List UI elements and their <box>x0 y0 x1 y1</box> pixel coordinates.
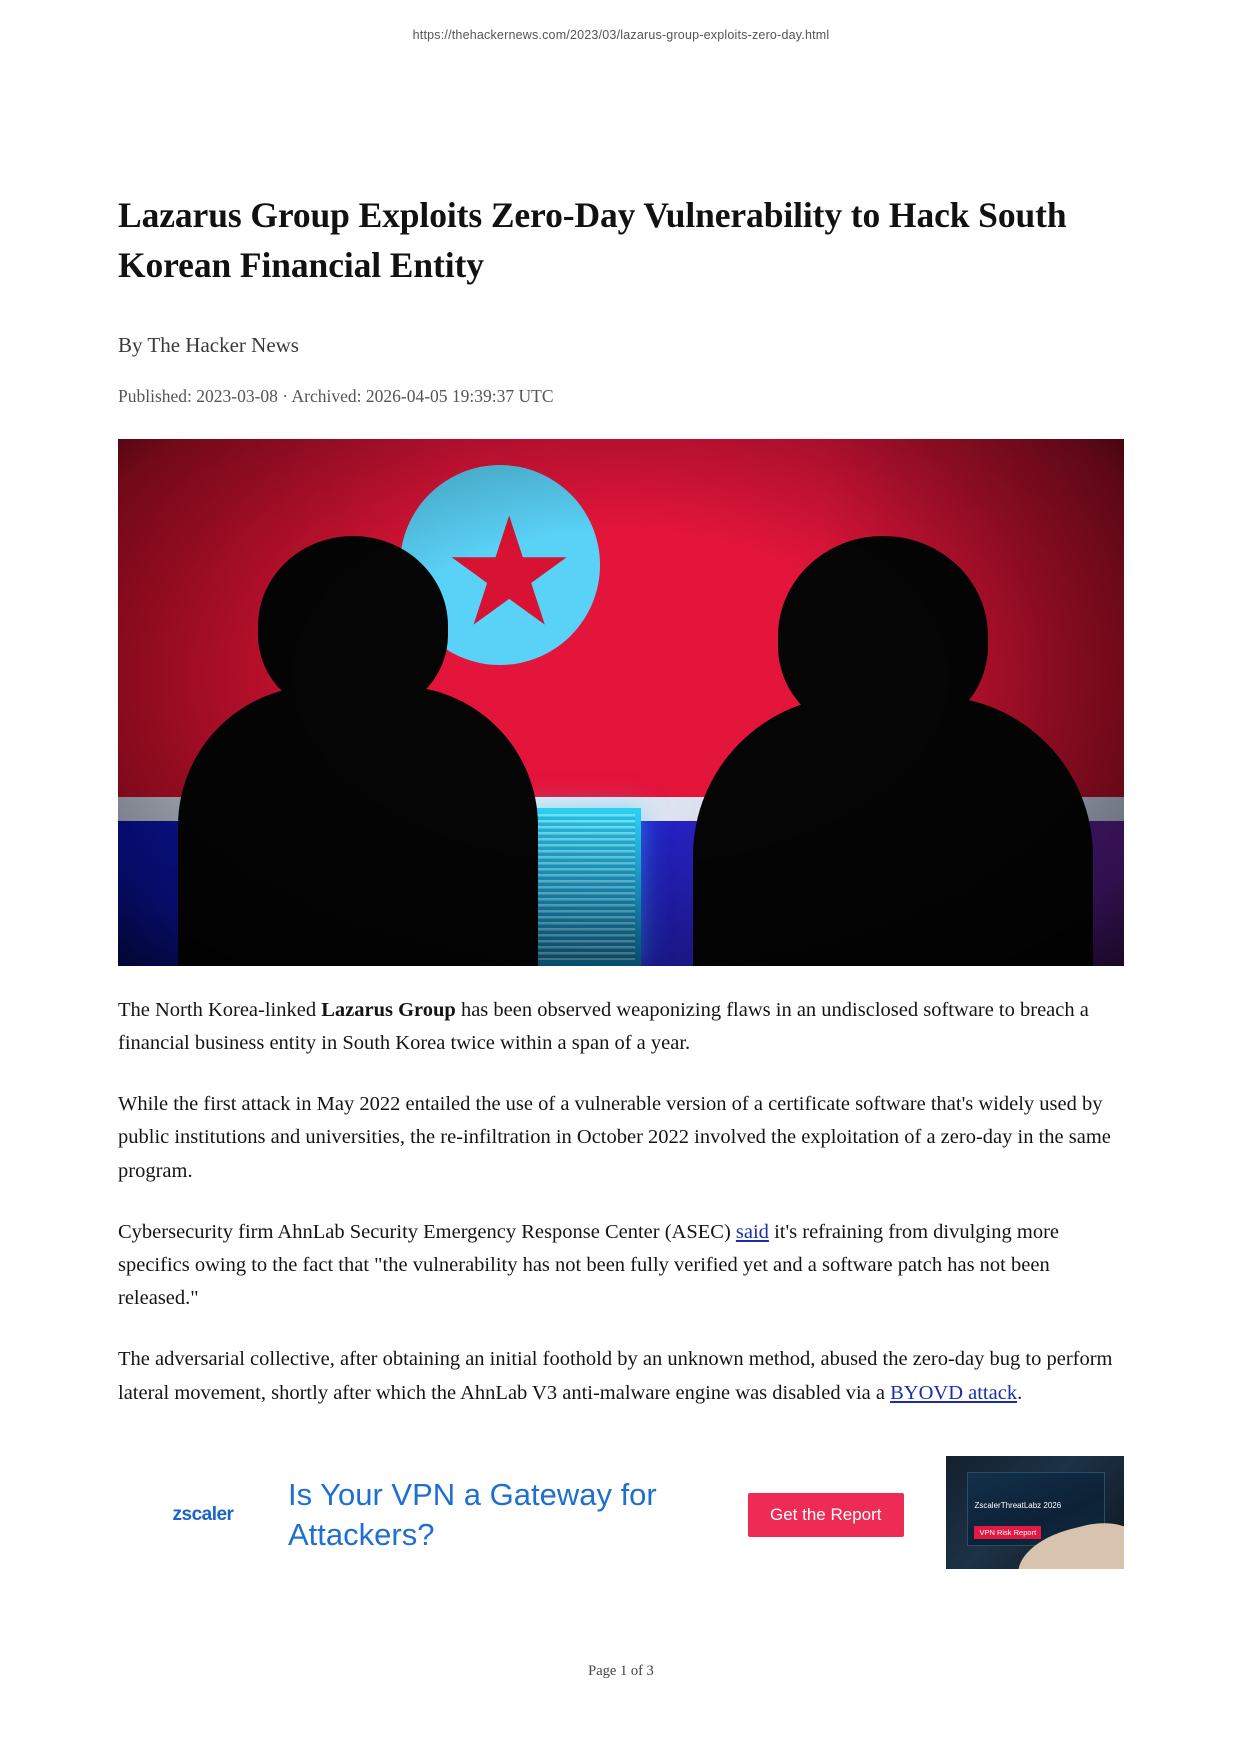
lazarus-group-emphasis: Lazarus Group <box>321 998 456 1021</box>
hero-image <box>118 439 1124 966</box>
paragraph-3-text-b: it's refraining from divulging more specifics owing to the fact that "the vulnerability has not been fully verified yet and a software patch has not been released." <box>118 1220 1060 1310</box>
advertisement-banner[interactable] <box>118 1456 1124 1574</box>
article-byline: By The Hacker News <box>118 332 299 357</box>
paragraph-2: While the first attack in May 2022 entailed the use of a vulnerable version of a certificate software that's widely used by public institutions and universities, the re-infiltration in October 2022 involved the exploitation of a zero-day in the same program. <box>118 1093 1111 1182</box>
byovd-attack-link[interactable]: BYOVD attack <box>890 1381 1018 1404</box>
page-title: Lazarus Group Exploits Zero-Day Vulnerability to Hack South Korean Financial Entity <box>118 195 1067 286</box>
paragraph-4-text-b: . <box>1017 1381 1023 1404</box>
silhouette-right-body <box>693 696 1093 966</box>
source-url: https://thehackernews.com/2023/03/lazarus-group-exploits-zero-day.html <box>412 28 830 42</box>
article-dates: Published: 2023-03-08 · Archived: 2026-04-05 19:39:37 UTC <box>118 385 554 406</box>
silhouette-left-body <box>178 686 538 966</box>
said-link[interactable]: said <box>735 1220 769 1243</box>
paragraph-4 <box>118 1343 1124 1409</box>
paragraph-3 <box>118 1216 1124 1316</box>
paragraph-3-text-a: Cybersecurity firm AhnLab Security Emergency Response Center (ASEC) <box>118 1220 736 1243</box>
advertiser-logo: zscaler <box>172 1503 234 1525</box>
advertisement-thumbnail-badge: VPN Risk Report <box>974 1526 1041 1539</box>
page-footer: Page 1 of 3 <box>588 1663 654 1679</box>
get-report-button[interactable]: Get the Report <box>748 1493 904 1537</box>
paragraph-4-text-a: The adversarial collective, after obtaining an initial foothold by an unknown method, abused the zero-day bug to perform lateral movement, shortly after which the AhnLab V3 anti-malware engine was disabled via a <box>118 1348 1113 1404</box>
paragraph-1 <box>118 994 1124 1060</box>
advertisement-thumbnail <box>946 1456 1124 1569</box>
advertisement-thumbnail-text: ZscalerThreatLabz 2026 <box>974 1501 1062 1511</box>
article-content <box>118 190 1124 1574</box>
advertisement-headline: Is Your VPN a Gateway for Attackers? <box>288 1477 657 1552</box>
paragraph-1-text-a: The North Korea-linked <box>118 998 322 1021</box>
paragraph-1-text-b: has been observed weaponizing flaws in an undisclosed software to breach a financial business entity in South Korea twice within a span of a year. <box>118 998 1089 1055</box>
